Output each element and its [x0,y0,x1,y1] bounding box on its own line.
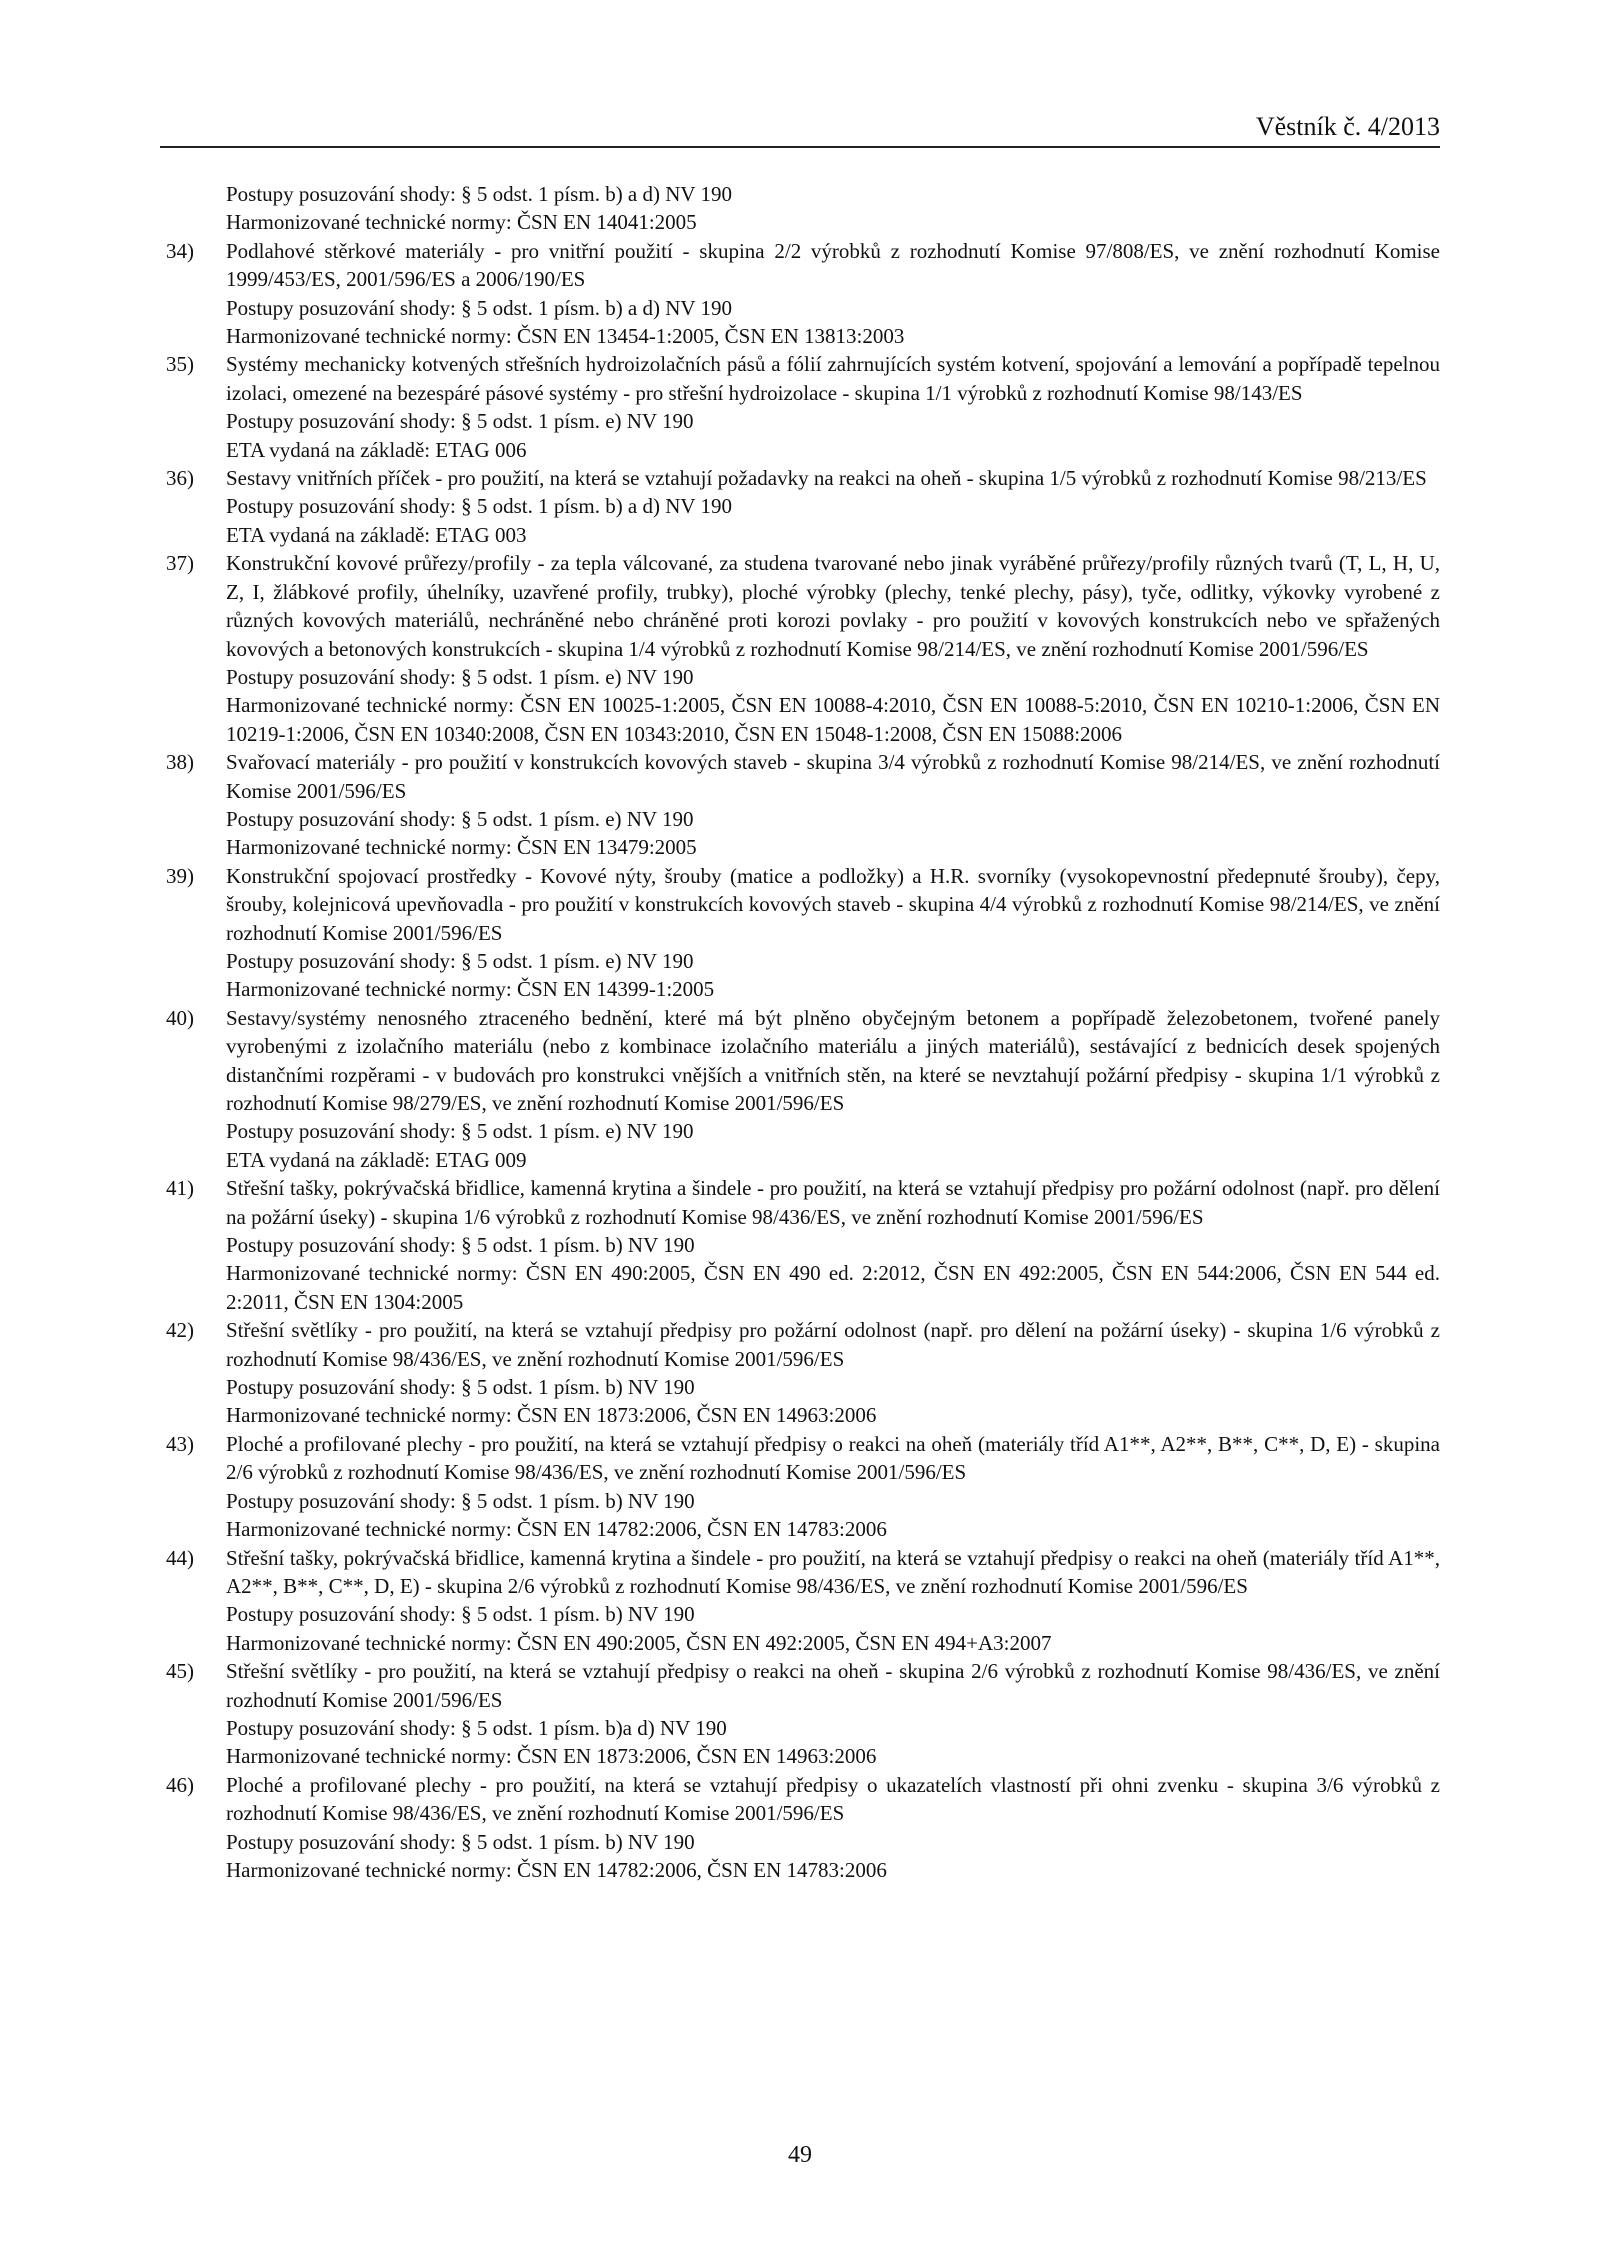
item-title: Ploché a profilované plechy - pro použití, na která se vztahují předpisy o ukazatelích vlastností při ohni zvenku - skupina 3/6 výrobků z rozhodnutí Komise 98/436/ES, ve znění rozhodnutí Komise 2001/596/ES [226,1772,1440,1826]
item-number: 40) [166,1005,194,1030]
list-item [166,350,1440,464]
item-standards: Harmonizované technické normy: ČSN EN 490:2005, ČSN EN 490 ed. 2:2012, ČSN EN 492:2005, ČSN EN 544:2006, ČSN EN 544 ed. 2:2011, ČSN EN 1304:2005 [226,1261,1440,1314]
item-detail-line: ETA vydaná na základě: ETAG 003 [226,522,527,547]
lead-line: Postupy posuzování shody: § 5 odst. 1 písm. b) a d) NV 190 [226,182,732,206]
item-body [226,1544,1440,1658]
item-title: Konstrukční kovové průřezy/profily - za tepla válcované, za studena tvarované nebo jinak vyráběné průřezy/profily různých tvarů (T, L, H, U, Z, I, žlábkové profily, úhelníky, uzavřené profily, trubky), ploché výrobky (plechy, tenké plechy, pásy), tyče, odlitky, výkovky vyrobené z různých kovových materiálů, nechráněné nebo chráněné proti korozi povlaky - pro použití v kovových konstrukcích nebo ve spřažených kovových a betonových konstrukcích - skupina 1/4 výrobků z rozhodnutí Komise 98/214/ES, ve znění rozhodnutí Komise 2001/596/ES [226,551,1440,661]
list-item [166,1430,1440,1544]
item-body [226,1771,1440,1885]
item-detail-line: Postupy posuzování shody: § 5 odst. 1 písm. b) a d) NV 190 [226,295,732,320]
item-body [226,350,1440,464]
item-number: 38) [166,750,194,775]
item-body [226,748,1440,862]
item-number: 39) [166,863,194,888]
list-item [166,1316,1440,1430]
item-number: 45) [166,1659,194,1684]
item-standards: Harmonizované technické normy: ČSN EN 10025-1:2005, ČSN EN 10088-4:2010, ČSN EN 10088-5:2010, ČSN EN 10210-1:2006, ČSN EN 10219-1:2006, ČSN EN 10340:2008, ČSN EN 10343:2010, ČSN EN 15048-1:2008, ČSN EN 15088:2006 [226,693,1440,746]
lead-block [226,180,1440,237]
list-item [166,862,1440,1004]
item-detail-line: Harmonizované technické normy: ČSN EN 1873:2006, ČSN EN 14963:2006 [226,1744,877,1769]
item-detail-line: Postupy posuzování shody: § 5 odst. 1 písm. b)a d) NV 190 [226,1715,727,1740]
item-detail-line: Postupy posuzování shody: § 5 odst. 1 písm. e) NV 190 [226,409,694,434]
item-detail-line: Postupy posuzování shody: § 5 odst. 1 písm. b) NV 190 [226,1829,695,1854]
item-title: Střešní tašky, pokrývačská břidlice, kamenná krytina a šindele - pro použití, na která se vztahují předpisy pro požární odolnost (např. pro dělení na požární úseky) - skupina 1/6 výrobků z rozhodnutí Komise 98/436/ES, ve znění rozhodnutí Komise 2001/596/ES [226,1176,1440,1229]
item-detail-line: Harmonizované technické normy: ČSN EN 14782:2006, ČSN EN 14783:2006 [226,1517,887,1542]
item-body [226,1430,1440,1544]
item-list [166,237,1440,1885]
item-body [226,1657,1440,1771]
item-title: Střešní světlíky - pro použití, na která se vztahují předpisy pro požární odolnost (např. pro dělení na požární úseky) - skupina 1/6 výrobků z rozhodnutí Komise 98/436/ES, ve znění rozhodnutí Komise 2001/596/ES [226,1318,1440,1371]
item-title: Sestavy vnitřních příček - pro použití, na která se vztahují požadavky na reakci na oheň - skupina 1/5 výrobků z rozhodnutí Komise 98/213/ES [226,466,1427,491]
item-detail-line: Harmonizované technické normy: ČSN EN 13454-1:2005, ČSN EN 13813:2003 [226,324,905,349]
item-body [226,1004,1440,1174]
lead-line: Harmonizované technické normy: ČSN EN 14041:2005 [226,210,697,235]
item-title: Systémy mechanicky kotvených střešních hydroizolačních pásů a fólií zahrnujících systém kotvení, spojování a lemování a popřípadě tepelnou izolaci, omezené na bezespáré pásové systémy - pro střešní hydroizolace - skupina 1/1 výrobků z rozhodnutí Komise 98/143/ES [226,352,1440,405]
item-number: 37) [166,551,194,576]
item-detail-line: Postupy posuzování shody: § 5 odst. 1 písm. e) NV 190 [226,1119,694,1144]
item-detail-line: Postupy posuzování shody: § 5 odst. 1 písm. e) NV 190 [226,664,694,689]
item-body [226,1316,1440,1430]
list-item [166,748,1440,862]
item-detail-line: Postupy posuzování shody: § 5 odst. 1 písm. b) NV 190 [226,1233,695,1258]
list-item [166,1544,1440,1658]
item-number: 43) [166,1431,194,1456]
item-title: Sestavy/systémy nenosného ztraceného bednění, které má být plněno obyčejným betonem a popřípadě železobetonem, tvořené panely vyrobenými z izolačního materiálu (nebo z kombinace izolačního materiálu a jiných materiálů), sestávající z bednicích desek spojených distančními rozpěrami - v budovách pro konstrukci vnějších a vnitřních stěn, na které se nevztahují požární předpisy - skupina 1/1 výrobků z rozhodnutí Komise 98/279/ES, ve znění rozhodnutí Komise 2001/596/ES [226,1005,1440,1115]
item-detail-line: ETA vydaná na základě: ETAG 009 [226,1147,527,1172]
item-detail-line: Postupy posuzování shody: § 5 odst. 1 písm. b) NV 190 [226,1602,695,1627]
item-detail-line: Harmonizované technické normy: ČSN EN 14399-1:2005 [226,977,715,1002]
item-body [226,862,1440,1004]
item-title: Střešní tašky, pokrývačská břidlice, kamenná krytina a šindele - pro použití, na která se vztahují předpisy o reakci na oheň (materiály tříd A1**, A2**, B**, C**, D, E) - skupina 2/6 výrobků z rozhodnutí Komise 98/436/ES, ve znění rozhodnutí Komise 2001/596/ES [226,1545,1440,1598]
item-detail-line: Harmonizované technické normy: ČSN EN 13479:2005 [226,835,697,860]
item-title: Ploché a profilované plechy - pro použití, na která se vztahují předpisy o reakci na oheň (materiály tříd A1**, A2**, B**, C**, D, E) - skupina 2/6 výrobků z rozhodnutí Komise 98/436/ES, ve znění rozhodnutí Komise 2001/596/ES [226,1431,1440,1485]
item-detail-line: Postupy posuzování shody: § 5 odst. 1 písm. e) NV 190 [226,948,694,973]
item-title: Střešní světlíky - pro použití, na která se vztahují předpisy o reakci na oheň - skupina 2/6 výrobků z rozhodnutí Komise 98/436/ES, ve znění rozhodnutí Komise 2001/596/ES [226,1659,1440,1712]
item-detail-line: Postupy posuzování shody: § 5 odst. 1 písm. b) NV 190 [226,1375,695,1400]
list-item [166,464,1440,549]
item-detail-line: Harmonizované technické normy: ČSN EN 1873:2006, ČSN EN 14963:2006 [226,1403,877,1428]
item-number: 46) [166,1772,194,1797]
page-header: Věstník č. 4/2013 [1255,112,1440,141]
item-body [226,1174,1440,1316]
item-number: 36) [166,466,194,491]
list-item [166,1004,1440,1174]
item-detail-line: Postupy posuzování shody: § 5 odst. 1 písm. b) a d) NV 190 [226,494,732,519]
list-item [166,1771,1440,1885]
item-body [226,237,1440,351]
list-item [166,237,1440,351]
item-number: 42) [166,1318,194,1343]
item-detail-line: Postupy posuzování shody: § 5 odst. 1 písm. b) NV 190 [226,1488,695,1513]
item-number: 41) [166,1176,194,1201]
item-number: 34) [166,238,194,263]
item-title: Podlahové stěrkové materiály - pro vnitřní použití - skupina 2/2 výrobků z rozhodnutí Komise 97/808/ES, ve znění rozhodnutí Komise 1999/453/ES, 2001/596/ES a 2006/190/ES [226,238,1440,292]
document-body [166,180,1440,1884]
page-number: 49 [788,2142,812,2168]
item-title: Svařovací materiály - pro použití v konstrukcích kovových staveb - skupina 3/4 výrobků z rozhodnutí Komise 98/214/ES, ve znění rozhodnutí Komise 2001/596/ES [226,750,1440,803]
item-body [226,464,1440,549]
item-title: Konstrukční spojovací prostředky - Kovové nýty, šrouby (matice a podložky) a H.R. svorníky (vysokopevnostní předepnuté šrouby), čepy, šrouby, kolejnicová upevňovadla - pro použití v konstrukcích kovových staveb - skupina 4/4 výrobků z rozhodnutí Komise 98/214/ES, ve znění rozhodnutí Komise 2001/596/ES [226,863,1440,945]
list-item [166,1174,1440,1316]
item-body [226,549,1440,748]
item-detail-line: Harmonizované technické normy: ČSN EN 14782:2006, ČSN EN 14783:2006 [226,1857,887,1882]
item-detail-line: ETA vydaná na základě: ETAG 006 [226,437,527,462]
item-number: 44) [166,1545,194,1570]
list-item [166,1657,1440,1771]
item-detail-line: Harmonizované technické normy: ČSN EN 490:2005, ČSN EN 492:2005, ČSN EN 494+A3:2007 [226,1630,1052,1655]
list-item [166,549,1440,748]
header-rule [160,146,1440,148]
item-detail-line: Postupy posuzování shody: § 5 odst. 1 písm. e) NV 190 [226,806,694,831]
item-number: 35) [166,352,194,377]
